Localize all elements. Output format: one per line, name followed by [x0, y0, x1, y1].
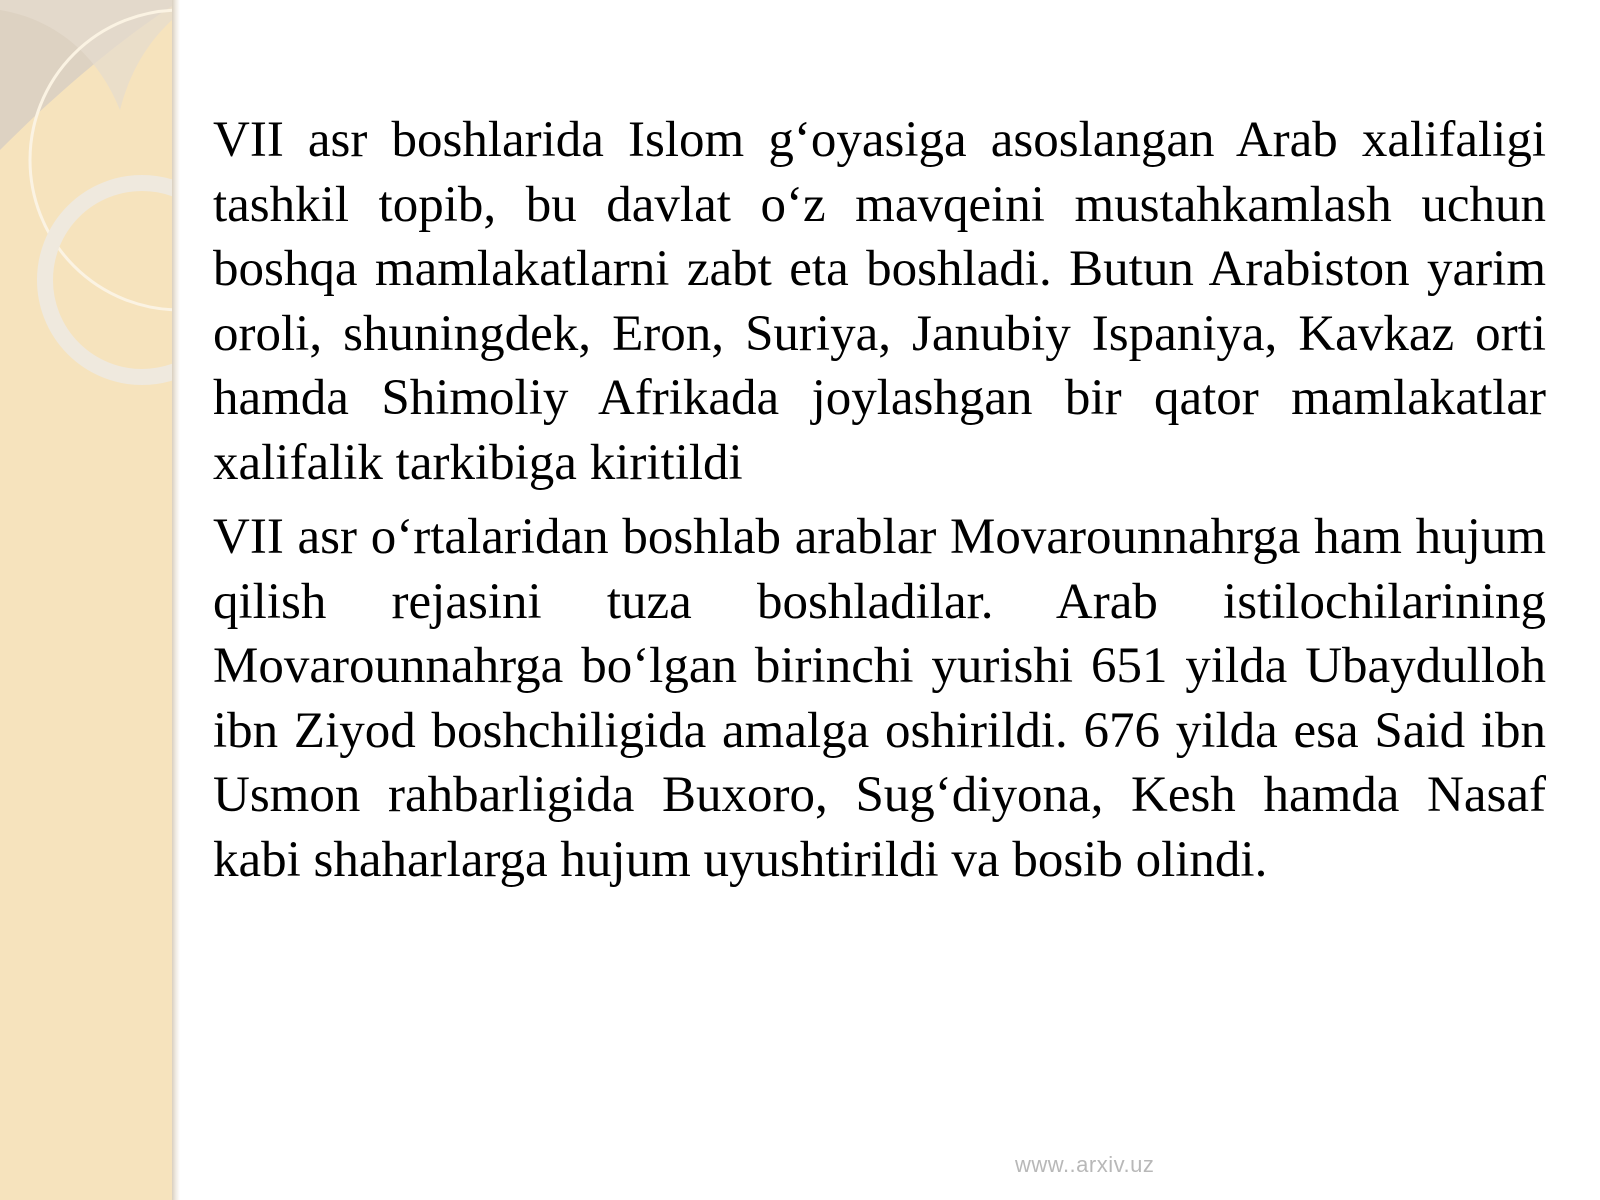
decorative-side-panel: [0, 0, 172, 1200]
decorative-circles-graphic: [0, 0, 172, 1200]
side-panel-edge-shadow: [172, 0, 180, 1200]
paragraph-arab-caliphate: VII asr boshlarida Islom g‘oyasiga asoslangan Arab xalifaligi tashkil topib, bu davlat o‘z mavqeini mustahkamlash uchun boshqa mamlakatlarni zabt eta boshladi. Butun Arabiston yarim oroli, shuningdek, Eron, Suriya, Janubiy Ispaniya, Kavkaz orti hamda Shimoliy Afrikada joylashgan bir qator mamlakatlar xalifalik tarkibiga kiritildi: [213, 112, 1546, 491]
slide-body: [213, 108, 1546, 902]
paragraph-movarounnahr-invasion: VII asr o‘rtalaridan boshlab arablar Movarounnahrga ham hujum qilish rejasini tuza boshladilar. Arab istilochilarining Movarounnahrga bo‘lgan birinchi yurishi 651 yilda Ubaydulloh ibn Ziyod boshchiligida amalga oshirildi. 676 yilda esa Said ibn Usmon rahbarligida Buxoro, Sug‘diyona, Kesh hamda Nasaf kabi shaharlarga hujum uyushtirildi va bosib olindi.: [213, 509, 1546, 888]
site-watermark: www..arxiv.uz: [1015, 1152, 1155, 1177]
